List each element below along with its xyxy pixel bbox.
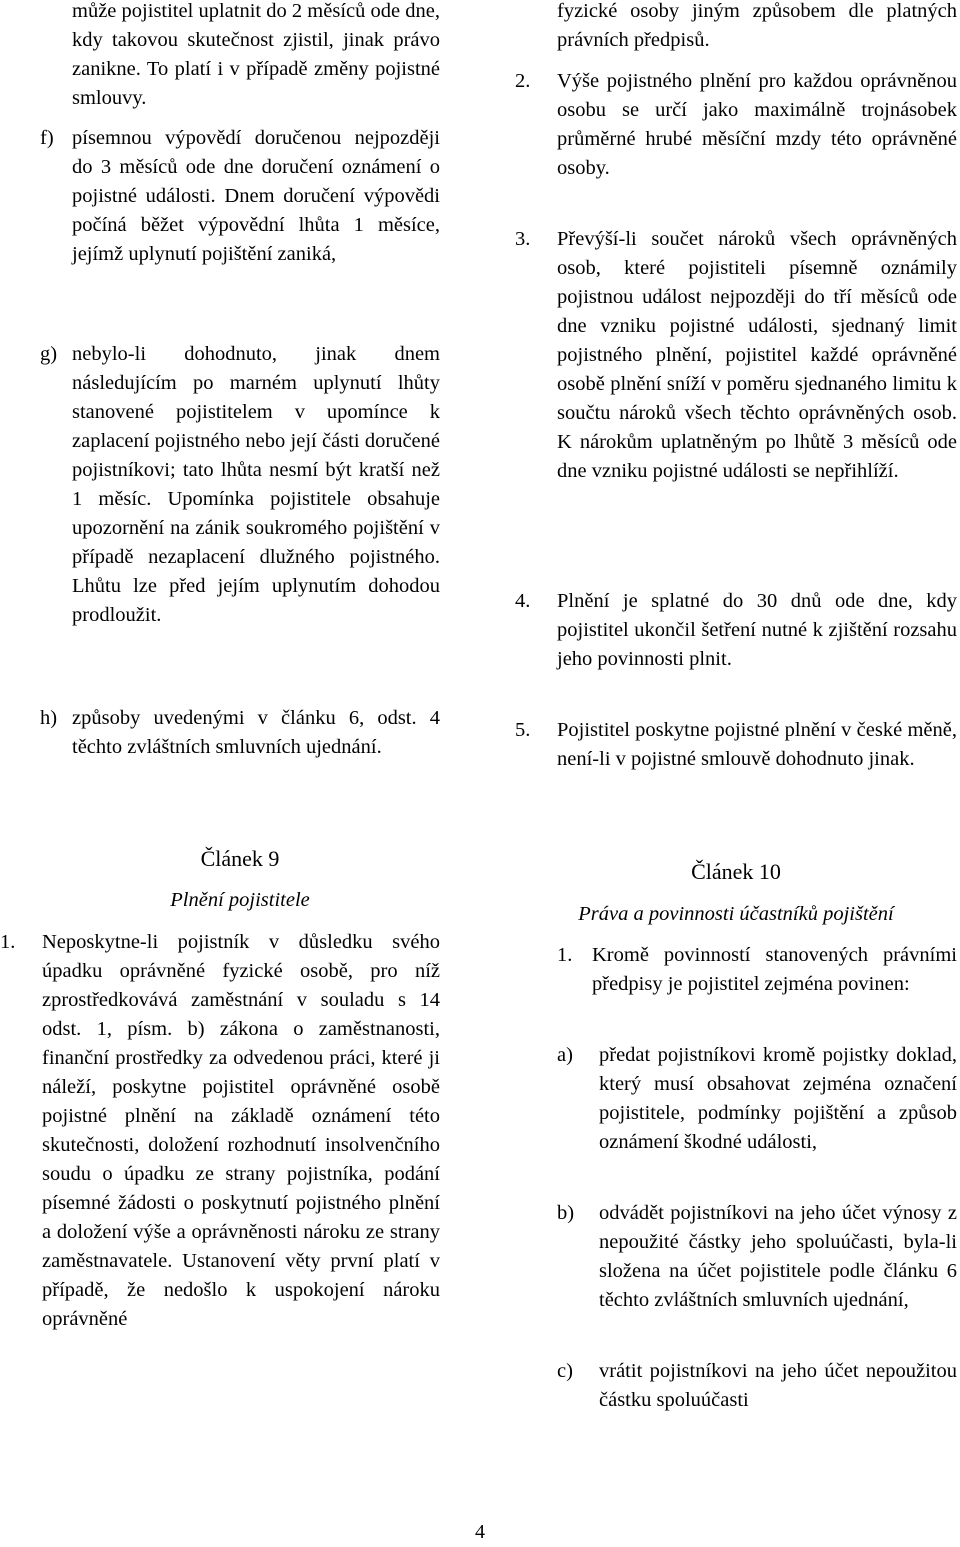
article8-continuation-text: může pojistitel uplatnit do 2 měsíců ode dne, kdy takovou skutečnost zjistil, jinak právo zanikne. To platí i v případě změny pojistné smlouvy. xyxy=(72,0,440,109)
item-label: g) xyxy=(40,343,58,365)
item-text: Kromě povinností stanovených právními předpisy je pojistitel zejména povinen: xyxy=(592,944,957,995)
item-text: způsoby uvedenými v článku 6, odst. 4 těchto zvláštních smluvních ujednání. xyxy=(72,707,440,758)
item-text: Pojistitel poskytne pojistné plnění v české měně, není-li v pojistné smlouvě dohodnuto jinak. xyxy=(557,719,957,770)
article9-subtitle: Plnění pojistitele xyxy=(170,889,310,911)
article10-subtitle: Práva a povinnosti účastníků pojištění xyxy=(578,903,894,925)
article9-heading: Článek 9 xyxy=(200,846,280,871)
list-item-c xyxy=(557,1357,957,1415)
item-text: Převýší-li součet nároků všech oprávněných osob, které pojistiteli písemně oznámily pojistnou událost nejpozději do tří měsíců ode dne vzniku pojistné události, sjednaný limit pojistného plnění, pojistitel každé oprávněné osobě plnění sníží v poměru sjednaného limitu k součtu nároků všech těchto oprávněných osob. K nárokům uplatněným po lhůtě 3 měsíců ode dne vzniku pojistné události se nepřihlíží. xyxy=(557,228,957,482)
item-label: a) xyxy=(557,1044,573,1066)
item-text: vrátit pojistníkovi na jeho účet nepoužitou částku spoluúčasti xyxy=(599,1360,957,1411)
item-text: nebylo-li dohodnuto, jinak dnem následujícím po marném uplynutí lhůty stanovené pojistitelem v upomínce k zaplacení pojistného nebo její části doručené pojistníkovi; tato lhůta nesmí být kratší než 1 měsíc. Upomínka pojistitele obsahuje upozornění na zánik soukromého pojištění v případě nezaplacení dlužného pojistného. Lhůtu lze před jejím uplynutím dohodou prodloužit. xyxy=(72,343,440,626)
item-label: 4. xyxy=(515,590,531,612)
item-label: f) xyxy=(40,127,54,149)
item-label: h) xyxy=(40,707,58,729)
item-label: b) xyxy=(557,1202,575,1224)
item-text: odvádět pojistníkovi na jeho účet výnosy z nepoužité částky jeho spoluúčasti, byla-li složena na účet pojistitele podle článku 6 těchto zvláštních smluvních ujednání, xyxy=(599,1202,957,1311)
page-number: 4 xyxy=(475,1521,485,1543)
item-text: předat pojistníkovi kromě pojistky doklad, který musí obsahovat zejména označení pojistitele, podmínky pojištění a způsob oznámení škodné události, xyxy=(599,1044,957,1153)
item-label: c) xyxy=(557,1360,573,1382)
item-label: 1. xyxy=(0,931,16,953)
list-item-h xyxy=(40,704,440,762)
article9-item-3 xyxy=(515,225,957,486)
item-text: Výše pojistného plnění pro každou oprávněnou osobu se určí jako maximálně trojnásobek průměrné hrubé měsíční mzdy této oprávněné osoby. xyxy=(557,70,957,179)
item-label: 2. xyxy=(515,70,531,92)
list-item-g xyxy=(40,340,440,630)
list-item-a xyxy=(557,1041,957,1157)
article9-item-5 xyxy=(515,716,957,774)
article9-item-2 xyxy=(515,67,957,183)
item-label: 1. xyxy=(557,944,573,966)
article9-continuation-text: fyzické osoby jiným způsobem dle platných právních předpisů. xyxy=(557,0,957,51)
list-item-b xyxy=(557,1199,957,1315)
item-text: Plnění je splatné do 30 dnů ode dne, kdy pojistitel ukončil šetření nutné k zjištění rozsahu jeho povinnosti plnit. xyxy=(557,590,957,670)
list-item-f xyxy=(40,124,440,269)
article9-item-4 xyxy=(515,587,957,674)
item-label: 3. xyxy=(515,228,531,250)
article10-heading: Článek 10 xyxy=(691,859,781,884)
item-text: Neposkytne-li pojistník v důsledku svého úpadku oprávněné fyzické osobě, pro níž zprostředkovává zaměstnání v souladu s 14 odst. 1, písm. b) zákona o zaměstnanosti, finanční prostředky za odvedenou práci, které ji náleží, poskytne pojistitel oprávněné osobě pojistné plnění na základě oznámení této skutečnosti, doložení rozhodnutí insolvenčního soudu o úpadku ze strany pojistníka, podání písemné žádosti o poskytnutí pojistného plnění a doložení výše a oprávněnosti nároku ze strany zaměstnavatele. Ustanovení věty první platí v případě, že nedošlo k uspokojení nároku oprávněné xyxy=(42,931,440,1330)
item-text: písemnou výpovědí doručenou nejpozději do 3 měsíců ode dne doručení oznámení o pojistné události. Dnem doručení výpovědi počíná běžet výpovědní lhůta 1 měsíce, jejímž uplynutí pojištění zaniká, xyxy=(72,127,440,265)
article10-item-1 xyxy=(557,941,957,999)
article9-item-1 xyxy=(0,928,440,1334)
item-label: 5. xyxy=(515,719,531,741)
